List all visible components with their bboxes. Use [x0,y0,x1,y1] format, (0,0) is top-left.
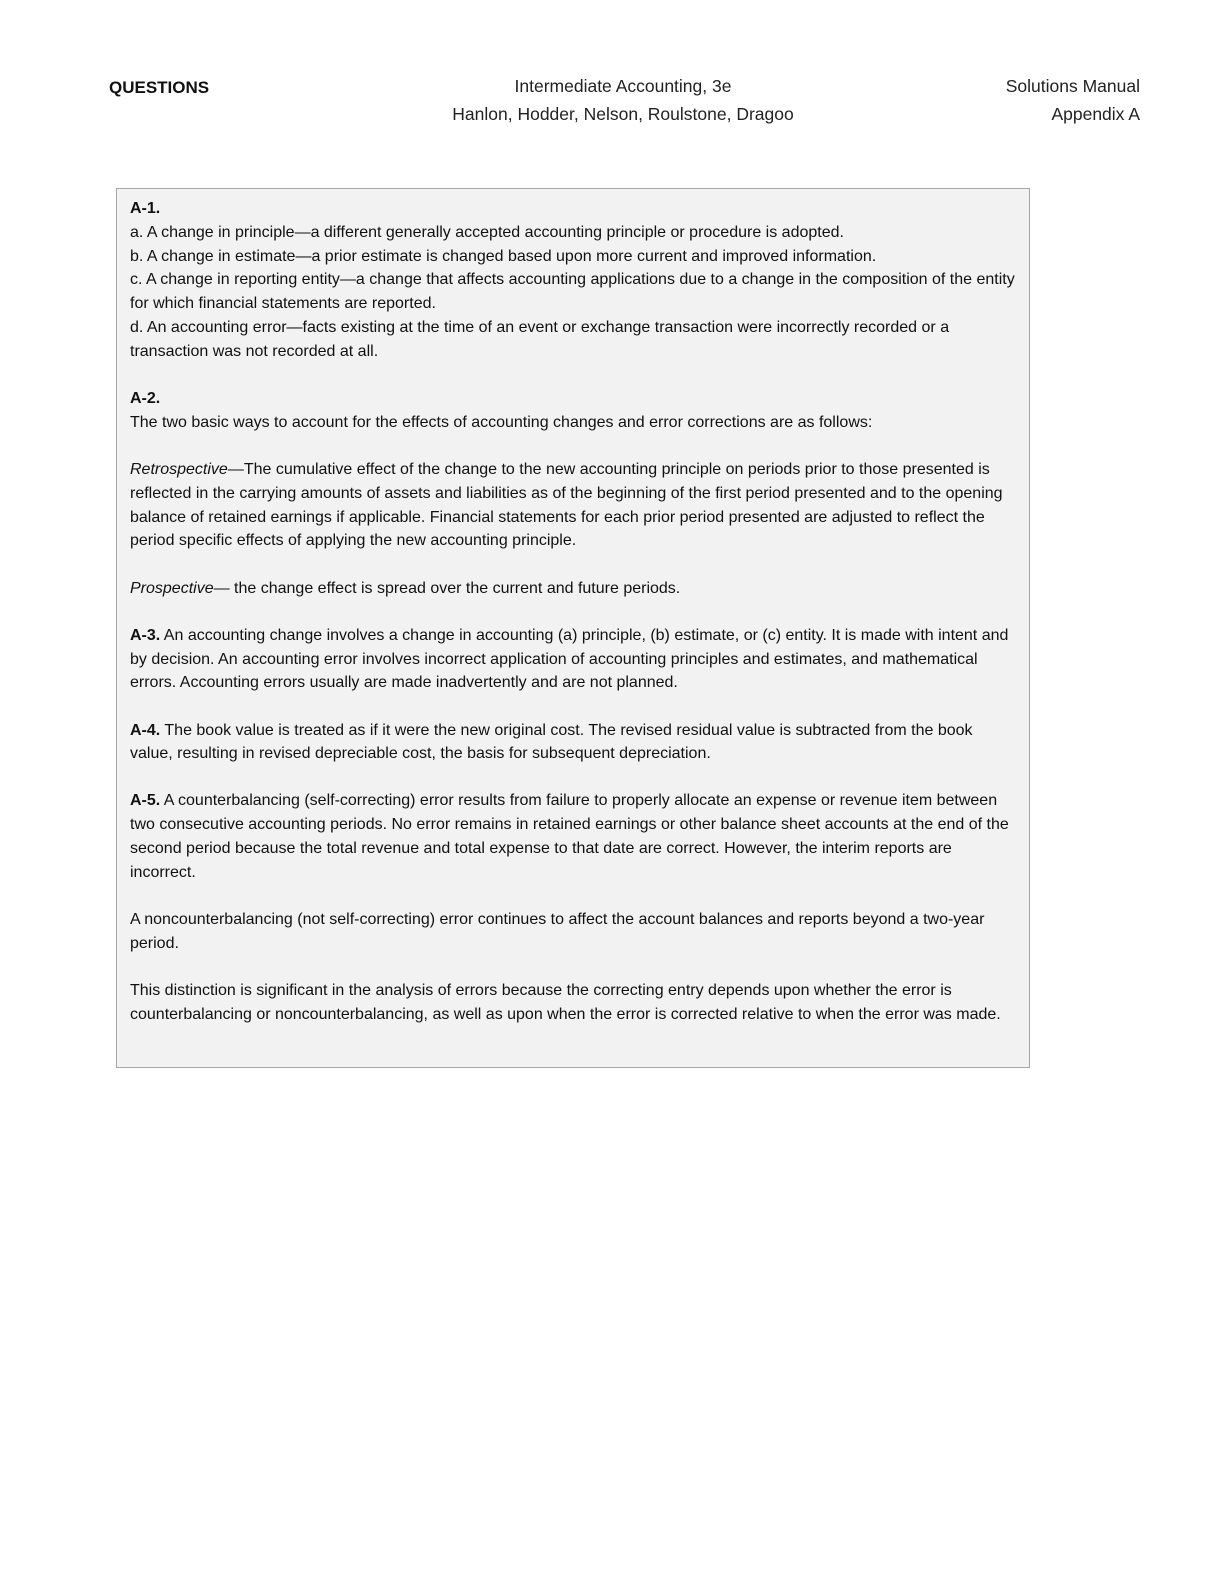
section-title: QUESTIONS [109,78,210,97]
answer-a1-item-b: b. A change in estimate—a prior estimate is changed based upon more current and improved information. [130,247,877,265]
prospective-term: Prospective [130,579,214,597]
answer-a2-intro: The two basic ways to account for the effects of accounting changes and error corrections are as follows: [130,413,873,431]
answer-a2-prospective: Prospective— the change effect is spread over the current and future periods. [130,579,681,597]
answers-box [116,188,1030,1068]
retrospective-term: Retrospective [130,460,228,478]
answer-a1-item-d: d. An accounting error—facts existing at the time of an event or exchange transaction were incorrectly recorded or a transaction was not recorded at all. [130,318,950,360]
manual-title: Solutions Manual [1005,76,1140,96]
answer-a5: A-5. A counterbalancing (self-correcting) error results from failure to properly allocate an expense or revenue item between two consecutive accounting periods. No error remains in retained earnings or other balance sheet accounts at the end of the second period because the total revenue and total expense to that date are correct. However, the interim reports are incorrect. [130,792,1009,881]
answer-a5-noncounterbalancing: A noncounterbalancing (not self-correcting) error continues to affect the account balances and reports beyond a two-year period. [130,911,985,952]
answer-a3: A-3. An accounting change involves a change in accounting (a) principle, (b) estimate, or (c) entity. It is made with intent and by decision. An accounting error involves incorrect application of accounting principles and estimates, and mathematical errors. Accounting errors usually are made inadvertently and are not planned. [130,626,1009,692]
answer-a1-item-c: c. A change in reporting entity—a change that affects accounting applications due to a change in the composition of the entity for which financial statements are reported. [130,271,1015,313]
book-info [400,72,846,128]
answer-a3-label: A-3. [130,626,161,644]
manual-info [1006,72,1140,128]
answer-a5-label: A-5. [130,792,161,810]
book-title: Intermediate Accounting, 3e [514,76,732,96]
answer-a2-retrospective: Retrospective—The cumulative effect of the change to the new accounting principle on periods prior to those presented is reflected in the carrying amounts of assets and liabilities as of the beginning of the first period presented and to the opening balance of retained earnings if applicable. Financial statements for each prior period presented are adjusted to reflect the period specific effects of applying the new accounting principle. [130,460,1003,550]
answer-a4: A-4. The book value is treated as if it were the new original cost. The revised residual value is subtracted from the book value, resulting in revised depreciable cost, the basis for subsequent depreciation. [130,721,973,763]
answer-a1-item-a: a. A change in principle—a different generally accepted accounting principle or procedure is adopted. [130,223,844,241]
page-header [0,72,1224,132]
appendix-label: Appendix A [1051,104,1140,124]
answer-a1-label: A-1. [130,200,161,217]
answer-a5-distinction: This distinction is significant in the analysis of errors because the correcting entry depends upon whether the error is counterbalancing or noncounterbalancing, as well as upon when the error is corrected relative to when the error was made. [130,982,1001,1023]
book-authors: Hanlon, Hodder, Nelson, Roulstone, Dragoo [452,104,794,124]
answer-a4-label: A-4. [130,721,161,739]
answer-a2-label: A-2. [130,389,161,407]
